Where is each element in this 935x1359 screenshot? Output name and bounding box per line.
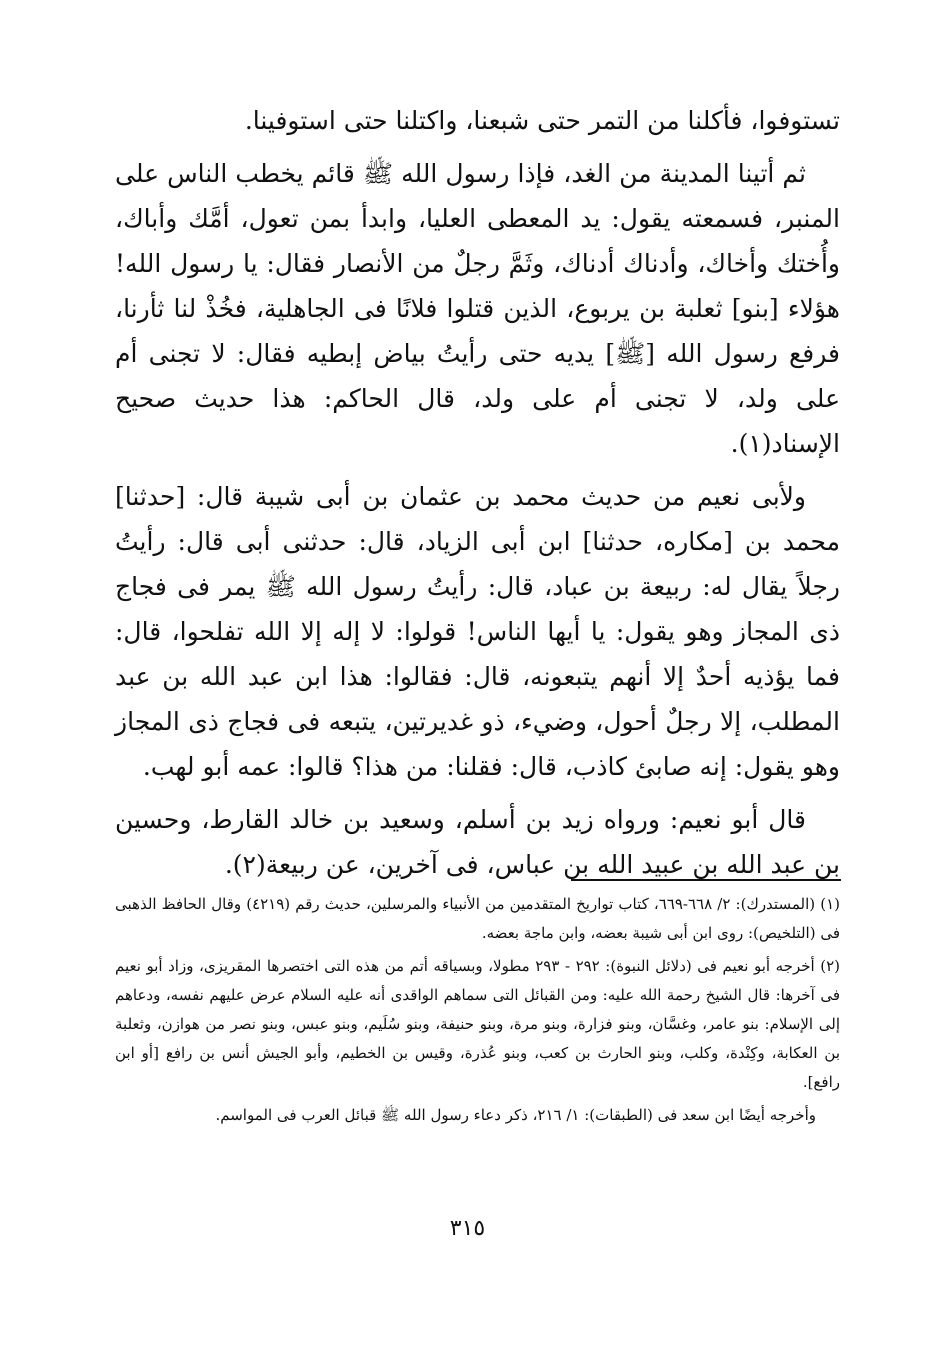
footnotes [115,890,840,1134]
footnote-2: (٢) أخرجه أبو نعيم فى (دلائل النبوة): ٢٩٢ - ٢٩٣ مطولا، وبسياقه أتم من هذه التى اختصرها المقريزى، وزاد أبو نعيم فى آخرها: قال الشيخ رحمة الله عليه: ومن القبائل التى سماهم الواقدى أنه عليه السلام عرض عليهم نفسه، ودعاهم إلى الإسلام: بنو عامر، وغسَّان، وبنو فزارة، وبنو مرة، وبنو حنيفة، وبنو سُلَيم، وبنو عبس، وبنو نصر من هوازن، وثعلبة بن العكابة، وكِنْدة، وكلب، وبنو الحارث بن كعب، وبنو عُذرة، وقيس بن الخطيم، وأبو الجيش أنس بن رافع [أو ابن رافع]. [115,957,840,1091]
main-text [115,98,840,895]
paragraph-abu-nuaym-comment: قال أبو نعيم: ورواه زيد بن أسلم، وسعيد بن خالد القارط، وحسين بن عبد الله بن عبيد الله بن عباس، فى آخرين، عن ربيعة(٢). [115,805,840,879]
footnote-2-continuation: وأخرجه أيضًا ابن سعد فى (الطبقات): ١/ ٢١٦، ذكر دعاء رسول الله ﷺ قبائل العرب فى المواسم. [215,1106,816,1124]
paragraph-abu-nuaym-narration: ولأبى نعيم من حديث محمد بن عثمان بن أبى شيبة قال: [حدثنا] محمد بن [مكاره، حدثنا] ابن أبى الزياد، قال: حدثنى أبى قال: رأيتُ رجلاً يقال له: ربيعة بن عباد، قال: رأيتُ رسول الله ﷺ يمر فى فجاج ذى المجاز وهو يقول: يا أيها الناس! قولوا: لا إله إلا الله تفلحوا، قال: فما يؤذيه أحدٌ إلا أنهم يتبعونه، قال: فقالوا: هذا ابن عبد الله بن عبد المطلب، إلا رجلٌ أحول، وضيء، ذو غديرتين، يتبعه فى فجاج ذى المجاز وهو يقول: إنه صابئ كاذب، قال: فقلنا: من هذا؟ قالوا: عمه أبو لهب. [115,482,840,781]
page-number: ٣١٥ [449,1216,486,1241]
footnote-divider [571,879,841,881]
paragraph-sermon-hadith: ثم أتينا المدينة من الغد، فإذا رسول الله ﷺ قائم يخطب الناس على المنبر، فسمعته يقول: يد المعطى العليا، وابدأ بمن تعول، أمَّك وأباك، وأُختك وأخاك، وأدناك أدناك، وثَمَّ رجلٌ من الأنصار فقال: يا رسول الله! هؤلاء [بنو] ثعلبة بن يربوع، الذين قتلوا فلانًا فى الجاهلية، فخُذْ لنا ثأرنا، فرفع رسول الله [ﷺ] يديه حتى رأيتُ بياض إبطيه فقال: لا تجنى أم على ولد، لا تجنى أم على ولد، قال الحاكم: هذا حديث صحيح الإسناد(١). [115,159,840,458]
paragraph-continuation: تستوفوا، فأكلنا من التمر حتى شبعنا، واكتلنا حتى استوفينا. [244,106,840,135]
footnote-1: (١) (المستدرك): ٢/ ٦٦٨-٦٦٩، كتاب تواريخ المتقدمين من الأنبياء والمرسلين، حديث رقم (٤٢١٩) وقال الحافظ الذهبى فى (التلخيص): روى ابن أبى شيبة بعضه، وابن ماجة بعضه. [115,895,840,942]
